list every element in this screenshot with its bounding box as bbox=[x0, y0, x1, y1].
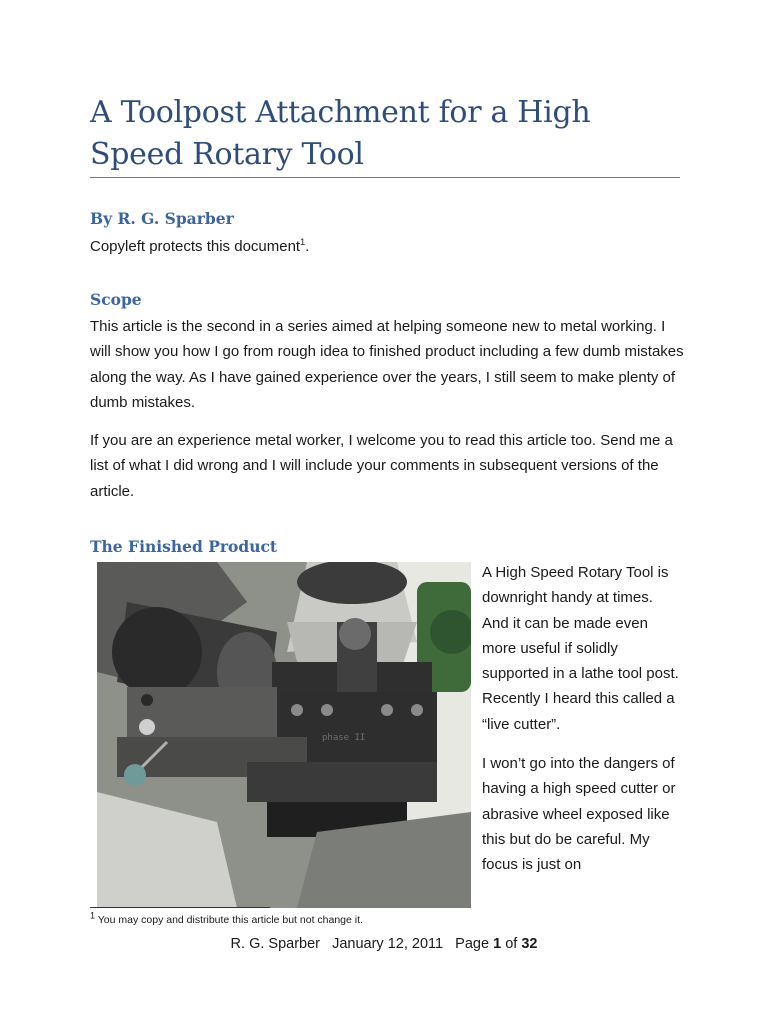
footnote-text: You may copy and distribute this article but not change it. bbox=[97, 914, 363, 926]
rotary-tool-photo-illustration bbox=[97, 562, 471, 908]
footer-page-total: 32 bbox=[521, 936, 538, 952]
finished-product-paragraph-2: I won’t go into the dangers of having a high speed cutter or abrasive wheel exposed like this but do be careful. My focus is just on bbox=[482, 755, 676, 874]
rotary-tool-photo bbox=[97, 562, 471, 908]
byline: By R. G. Sparber bbox=[90, 209, 234, 228]
footnote-number: 1 bbox=[90, 910, 96, 921]
footnote-ref[interactable]: 1 bbox=[300, 237, 306, 247]
copyleft-end: . bbox=[305, 238, 310, 255]
footer-page-number: 1 bbox=[493, 936, 502, 952]
title-divider bbox=[90, 177, 680, 178]
photo-stamp-label: phase II bbox=[322, 733, 366, 743]
footer-author: R. G. Sparber bbox=[230, 936, 320, 952]
footnote bbox=[90, 910, 363, 926]
scope-paragraph-1: This article is the second in a series aimed at helping someone new to metal working. I will show you how I go from rough idea to finished product including a few dumb mistakes along the way. As I have gained experience over the years, I still seem to make plenty of dumb mistakes. bbox=[90, 318, 684, 411]
finished-product-heading: The Finished Product bbox=[90, 537, 278, 556]
copyleft-notice bbox=[90, 234, 690, 259]
footnote-divider bbox=[90, 907, 270, 908]
page-footer bbox=[0, 936, 768, 952]
footer-date: January 12, 2011 bbox=[332, 936, 444, 952]
finished-product-paragraph-1: A High Speed Rotary Tool is downright handy at times. And it can be made even more useful if solidly supported in a lathe tool post. Recently I heard this called a “live cutter”. bbox=[482, 564, 679, 733]
footer-page-label: Page bbox=[455, 936, 490, 952]
scope-paragraph-2: If you are an experience metal worker, I welcome you to read this article too. Send me a list of what I did wrong and I will include your comments in subsequent versions of the article. bbox=[90, 432, 673, 500]
footer-of-label: of bbox=[505, 936, 518, 952]
copyleft-text: Copyleft protects this document bbox=[90, 238, 301, 255]
page-title: A Toolpost Attachment for a High Speed Rotary Tool bbox=[90, 95, 591, 172]
scope-heading: Scope bbox=[90, 290, 142, 309]
